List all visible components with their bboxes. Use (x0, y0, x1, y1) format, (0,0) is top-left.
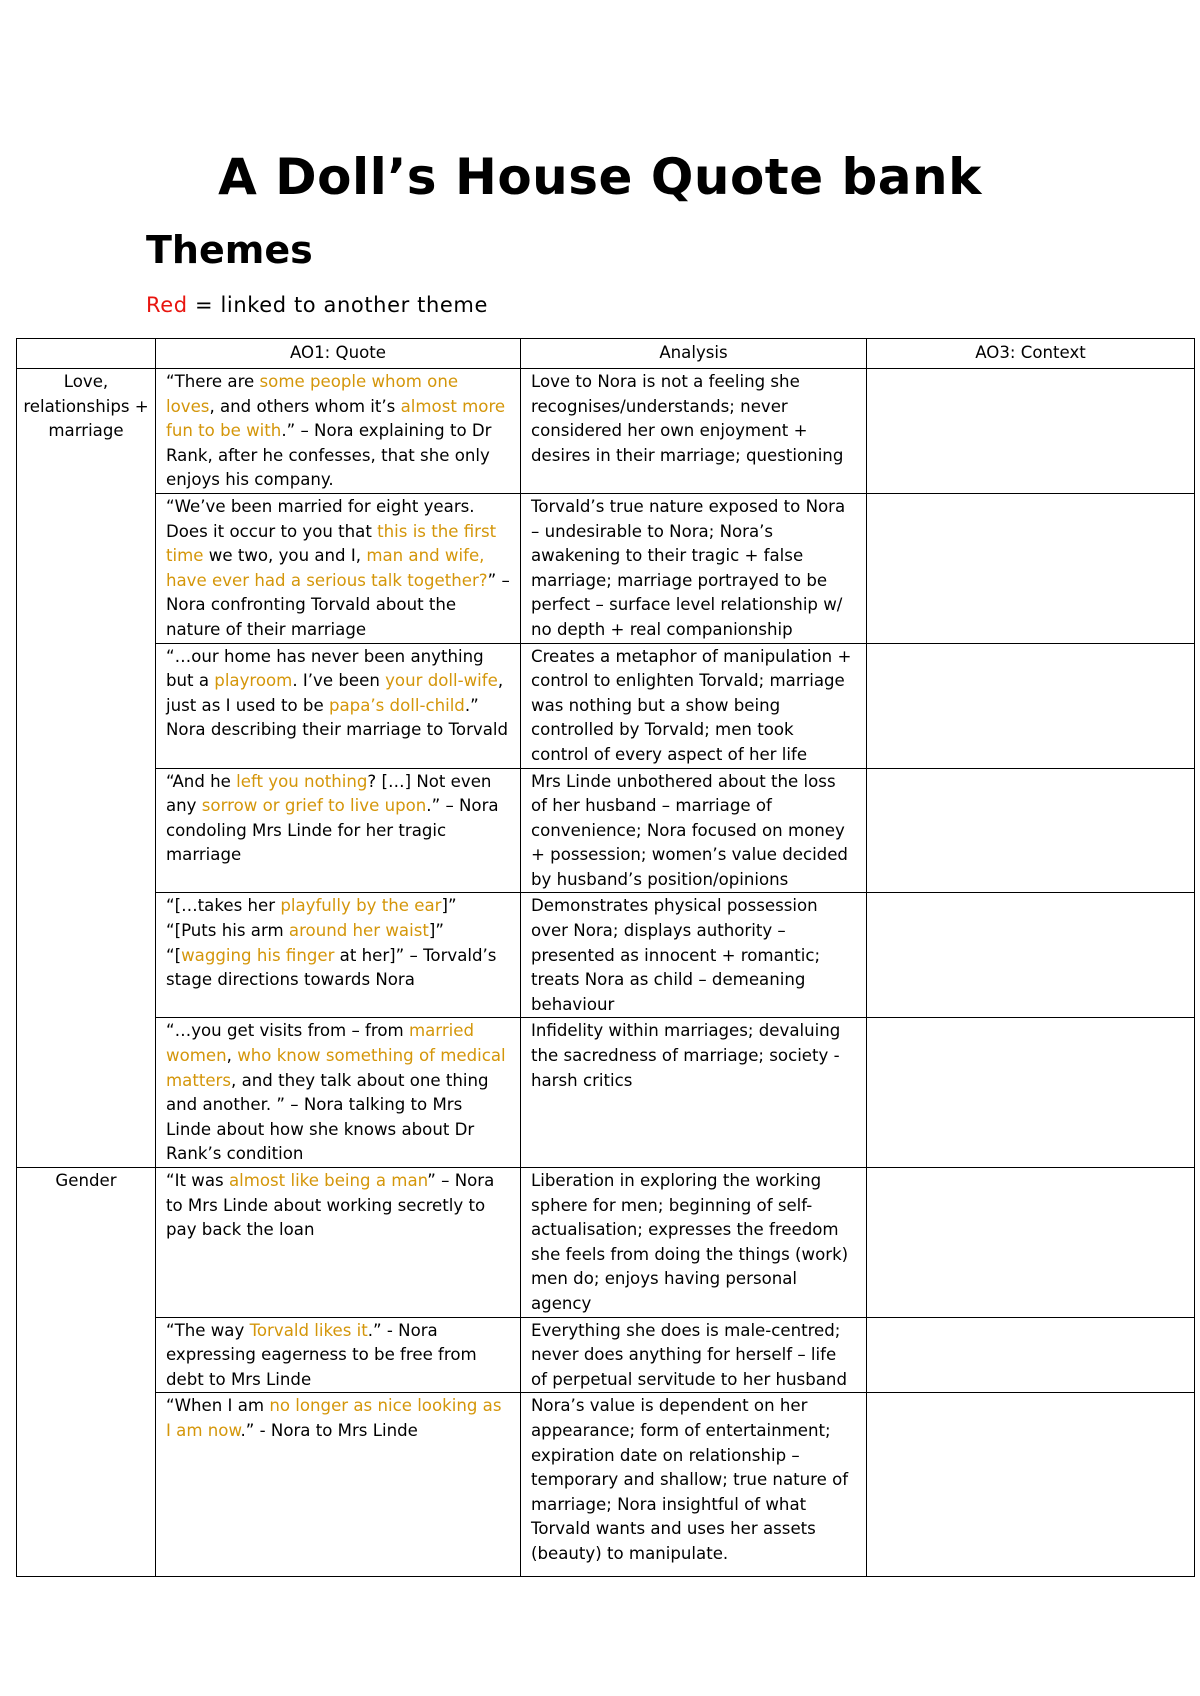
quote-cell (156, 1018, 521, 1168)
quote-text: “We’ve been married for eight years. Does it occur to you that (166, 496, 475, 541)
header-analysis: Analysis (521, 339, 867, 369)
quote-text: , and others whom it’s (209, 396, 401, 416)
context-cell (867, 893, 1195, 1018)
linked-theme-highlight: no longer as nice looking as I am now (166, 1396, 502, 1440)
quote-text: “[Puts his arm (166, 921, 289, 941)
table-row (17, 768, 1195, 893)
colour-key (146, 293, 488, 317)
quote-text: “…our home has never been anything but a (166, 646, 484, 691)
quote-cell (156, 643, 521, 768)
table-row (17, 893, 1195, 1018)
quote-text: .” Nora describing their marriage to Torvald (166, 695, 509, 740)
header-theme (17, 339, 156, 369)
linked-theme-highlight: around her waist (288, 921, 429, 941)
section-heading: Themes (146, 228, 313, 272)
table-body (17, 369, 1195, 1577)
quote-text: “[…takes her (166, 896, 281, 916)
linked-theme-highlight: playfully by the ear (280, 896, 442, 916)
quote-text: “[ (166, 945, 182, 965)
analysis-cell: Infidelity within marriages; devaluing the sacredness of marriage; society - harsh critics (521, 1018, 867, 1168)
linked-theme-highlight: papa’s doll-child (328, 695, 465, 715)
table-row (17, 1317, 1195, 1393)
analysis-cell: Liberation in exploring the working sphere for men; beginning of self-actualisation; expresses the freedom she feels from doing the things (work) men do; enjoys having personal agency (521, 1168, 867, 1318)
quote-text: .” – Nora explaining to Dr Rank, after he confesses, that she only enjoys his company. (166, 421, 492, 490)
header-row (17, 339, 1195, 369)
linked-theme-highlight: almost more fun to be with (166, 396, 506, 441)
quote-cell (156, 1393, 521, 1577)
header-quote: AO1: Quote (156, 339, 521, 369)
linked-theme-highlight: this is the first time (166, 521, 497, 566)
quote-cell (156, 1317, 521, 1393)
table-row (17, 493, 1195, 643)
quote-text: “The way (166, 1320, 250, 1340)
quote-text: we two, you and I, (203, 546, 367, 566)
key-text: = linked to another theme (187, 293, 488, 317)
linked-theme-highlight: Torvald likes it (249, 1320, 368, 1340)
quote-text: , just as I used to be (166, 671, 504, 715)
quote-cell (156, 369, 521, 494)
quote-text: ” – Nora to Mrs Linde about working secretly to pay back the loan (166, 1171, 495, 1240)
table-row (17, 643, 1195, 768)
linked-theme-highlight: almost like being a man (228, 1171, 428, 1190)
quote-text: “And he (166, 771, 237, 791)
analysis-cell: Love to Nora is not a feeling she recognises/understands; never considered her own enjoyment + desires in their marriage; questioning (521, 369, 867, 494)
linked-theme-highlight: left you nothing (236, 771, 368, 791)
theme-cell: Gender (17, 1168, 156, 1577)
analysis-cell: Everything she does is male-centred; never does anything for herself – life of perpetual servitude to her husband (521, 1317, 867, 1393)
quote-text: ]” (441, 896, 457, 916)
quote-text: .” – Nora condoling Mrs Linde for her tragic marriage (166, 796, 499, 865)
quote-cell (156, 893, 521, 1018)
linked-theme-highlight: wagging his finger (181, 945, 335, 965)
quote-text: .” - Nora to Mrs Linde (240, 1420, 418, 1440)
quote-text: “When I am (166, 1396, 270, 1416)
quote-text: “…you get visits from – from (166, 1021, 409, 1041)
quote-table (16, 338, 1195, 1577)
quote-text: “It was (166, 1171, 229, 1190)
context-cell (867, 768, 1195, 893)
linked-theme-highlight: your doll-wife (385, 671, 498, 691)
quote-cell (156, 1168, 521, 1318)
quote-text: ? […] Not even any (166, 771, 492, 816)
table-row (17, 1168, 1195, 1318)
linked-theme-highlight: sorrow or grief to live upon (201, 796, 427, 816)
linked-theme-highlight: some people whom one loves (166, 372, 459, 416)
quote-text: ]” (428, 921, 444, 941)
table-row (17, 1018, 1195, 1168)
page-title: A Doll’s House Quote bank (218, 148, 982, 206)
context-cell (867, 493, 1195, 643)
quote-text: , and they talk about one thing and another. ” – Nora talking to Mrs Linde about how she knows about Dr Rank’s condition (166, 1070, 489, 1164)
linked-theme-highlight: who know something of medical matters (166, 1046, 506, 1090)
table-row (17, 1393, 1195, 1577)
quote-cell (156, 768, 521, 893)
linked-theme-highlight: man and wife, have ever had a serious talk together? (166, 546, 488, 590)
context-cell (867, 369, 1195, 494)
quote-text: “There are (166, 372, 260, 391)
context-cell (867, 1018, 1195, 1168)
analysis-cell: Mrs Linde unbothered about the loss of her husband – marriage of convenience; Nora focused on money + possession; women’s value decided by husband’s position/opinions (521, 768, 867, 893)
quote-cell (156, 493, 521, 643)
header-context: AO3: Context (867, 339, 1195, 369)
key-marker: Red (146, 293, 188, 317)
quote-text: .” - Nora expressing eagerness to be free from debt to Mrs Linde (166, 1320, 477, 1389)
quote-text: at her]” – Torvald’s stage directions towards Nora (166, 945, 497, 990)
context-cell (867, 643, 1195, 768)
quote-text: , (226, 1046, 238, 1066)
quote-text: ” – Nora confronting Torvald about the nature of their marriage (166, 570, 510, 639)
analysis-cell: Nora’s value is dependent on her appearance; form of entertainment; expiration date on relationship – temporary and shallow; true nature of marriage; Nora insightful of what Torvald wants and uses her assets (beauty) to manipulate. (521, 1393, 867, 1577)
analysis-cell: Demonstrates physical possession over Nora; displays authority – presented as innocent + romantic; treats Nora as child – demeaning behaviour (521, 893, 867, 1018)
table-row (17, 369, 1195, 494)
analysis-cell: Creates a metaphor of manipulation + control to enlighten Torvald; marriage was nothing but a show being controlled by Torvald; men took control of every aspect of her life (521, 643, 867, 768)
analysis-cell: Torvald’s true nature exposed to Nora – undesirable to Nora; Nora’s awakening to their tragic + false marriage; marriage portrayed to be perfect – surface level relationship w/ no depth + real companionship (521, 493, 867, 643)
theme-cell: Love, relationships + marriage (17, 369, 156, 1168)
context-cell (867, 1317, 1195, 1393)
linked-theme-highlight: married women (166, 1021, 474, 1066)
context-cell (867, 1393, 1195, 1577)
quote-text: . I’ve been (292, 671, 386, 691)
linked-theme-highlight: playroom (214, 671, 293, 691)
context-cell (867, 1168, 1195, 1318)
